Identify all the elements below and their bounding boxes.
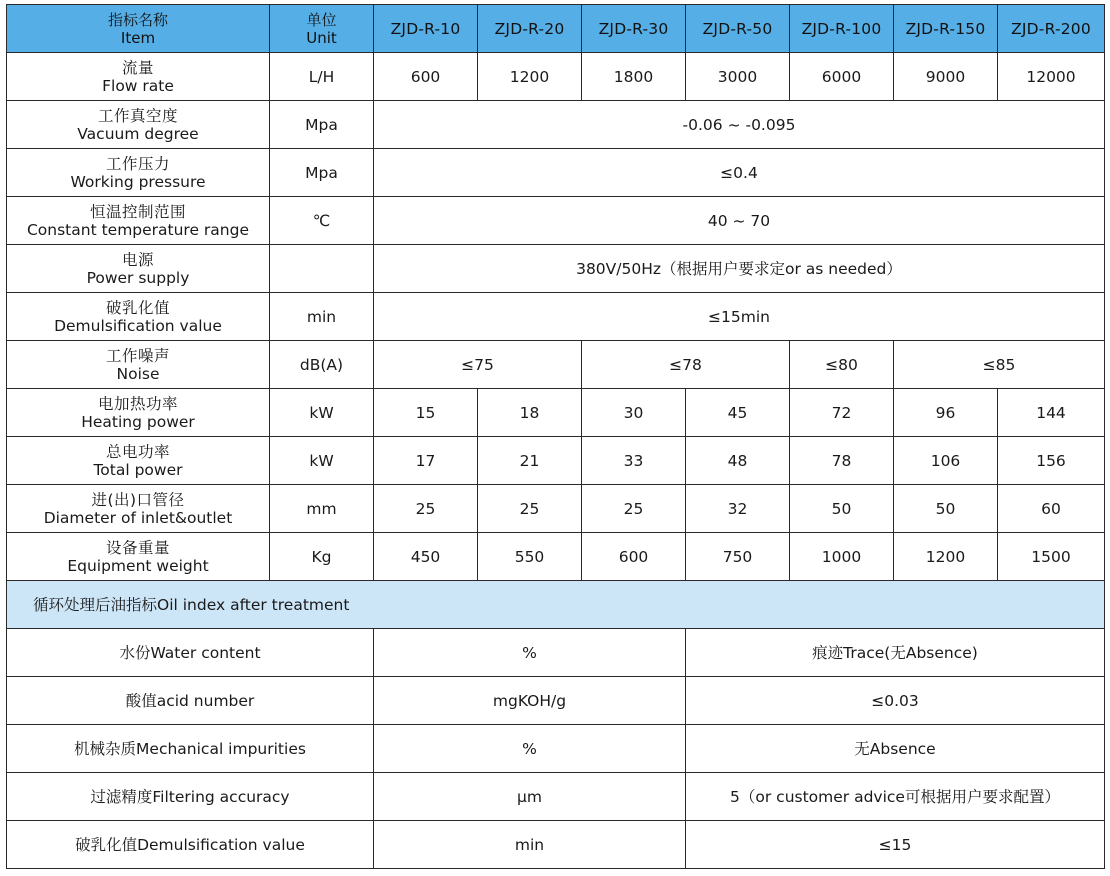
row-label-en: Diameter of inlet&outlet — [43, 508, 233, 527]
row-label — [7, 53, 270, 101]
row-working-pressure — [7, 149, 1105, 197]
oil-row-value: ≤15 — [686, 821, 1105, 869]
row-label — [7, 341, 270, 389]
cell-value-merged: ≤15min — [374, 293, 1105, 341]
row-label-zh: 工作真空度 — [97, 106, 178, 125]
cell-value: 9000 — [894, 53, 998, 101]
cell-value: 15 — [374, 389, 478, 437]
cell-value-merged: ≤75 — [374, 341, 582, 389]
cell-value-merged: ≤0.4 — [374, 149, 1105, 197]
cell-value-merged: ≤78 — [582, 341, 790, 389]
section-title: 循环处理后油指标Oil index after treatment — [7, 581, 1105, 629]
oil-row-label: 破乳化值Demulsification value — [7, 821, 374, 869]
oil-row-demulsification — [7, 821, 1105, 869]
cell-value: 25 — [374, 485, 478, 533]
row-label-en: Total power — [93, 460, 183, 479]
oil-row-value: ≤0.03 — [686, 677, 1105, 725]
oil-row-acid-number — [7, 677, 1105, 725]
header-model: ZJD-R-10 — [374, 5, 478, 53]
cell-value: 1200 — [894, 533, 998, 581]
row-label — [7, 485, 270, 533]
row-temperature-range — [7, 197, 1105, 245]
cell-value: 1500 — [998, 533, 1105, 581]
cell-value: 600 — [582, 533, 686, 581]
row-noise — [7, 341, 1105, 389]
oil-row-water-content — [7, 629, 1105, 677]
header-unit — [270, 5, 374, 53]
row-label-en: Vacuum degree — [77, 124, 199, 143]
row-label-zh: 总电功率 — [105, 442, 170, 461]
row-vacuum-degree — [7, 101, 1105, 149]
header-item-en: Item — [120, 28, 156, 47]
row-total-power — [7, 437, 1105, 485]
cell-value: 25 — [582, 485, 686, 533]
cell-value: 30 — [582, 389, 686, 437]
oil-row-filtering-accuracy — [7, 773, 1105, 821]
row-unit: dB(A) — [270, 341, 374, 389]
oil-row-unit: % — [374, 725, 686, 773]
cell-value: 1000 — [790, 533, 894, 581]
cell-value-merged: 380V/50Hz（根据用户要求定or as needed） — [374, 245, 1105, 293]
row-unit: Kg — [270, 533, 374, 581]
cell-value: 72 — [790, 389, 894, 437]
row-label-en: Flow rate — [102, 76, 174, 95]
row-equipment-weight — [7, 533, 1105, 581]
cell-value: 12000 — [998, 53, 1105, 101]
cell-value: 50 — [790, 485, 894, 533]
cell-value: 25 — [478, 485, 582, 533]
oil-row-value: 无Absence — [686, 725, 1105, 773]
cell-value-merged: -0.06 ~ -0.095 — [374, 101, 1105, 149]
row-power-supply — [7, 245, 1105, 293]
row-label-en: Power supply — [86, 268, 190, 287]
oil-row-label: 酸值acid number — [7, 677, 374, 725]
row-unit: kW — [270, 437, 374, 485]
row-demulsification — [7, 293, 1105, 341]
cell-value: 1200 — [478, 53, 582, 101]
row-unit: min — [270, 293, 374, 341]
row-label-zh: 破乳化值 — [105, 298, 170, 317]
oil-row-unit: min — [374, 821, 686, 869]
row-label-zh: 设备重量 — [105, 538, 170, 557]
cell-value: 600 — [374, 53, 478, 101]
row-label-zh: 电加热功率 — [97, 394, 178, 413]
row-label-zh: 工作噪声 — [105, 346, 170, 365]
cell-value: 156 — [998, 437, 1105, 485]
header-model: ZJD-R-30 — [582, 5, 686, 53]
row-label — [7, 533, 270, 581]
header-item — [7, 5, 270, 53]
cell-value: 3000 — [686, 53, 790, 101]
spec-table-container — [6, 4, 1104, 869]
row-label — [7, 389, 270, 437]
row-heating-power — [7, 389, 1105, 437]
row-diameter — [7, 485, 1105, 533]
spec-table — [6, 4, 1105, 869]
row-unit: mm — [270, 485, 374, 533]
header-row — [7, 5, 1105, 53]
cell-value-merged: 40 ~ 70 — [374, 197, 1105, 245]
cell-value: 96 — [894, 389, 998, 437]
header-model: ZJD-R-150 — [894, 5, 998, 53]
cell-value: 750 — [686, 533, 790, 581]
row-label-zh: 工作压力 — [105, 154, 170, 173]
cell-value: 50 — [894, 485, 998, 533]
row-label-en: Working pressure — [70, 172, 206, 191]
row-label-en: Equipment weight — [67, 556, 209, 575]
cell-value: 17 — [374, 437, 478, 485]
cell-value: 450 — [374, 533, 478, 581]
cell-value: 78 — [790, 437, 894, 485]
row-unit: Mpa — [270, 149, 374, 197]
row-unit: L/H — [270, 53, 374, 101]
cell-value-merged: ≤85 — [894, 341, 1105, 389]
row-label — [7, 293, 270, 341]
cell-value: 106 — [894, 437, 998, 485]
row-unit — [270, 245, 374, 293]
row-flow-rate — [7, 53, 1105, 101]
row-label-zh: 流量 — [121, 58, 154, 77]
row-label-zh: 恒温控制范围 — [89, 202, 186, 221]
oil-row-label: 过滤精度Filtering accuracy — [7, 773, 374, 821]
oil-row-value: 痕迹Trace(无Absence) — [686, 629, 1105, 677]
row-label-en: Noise — [116, 364, 160, 383]
row-label — [7, 245, 270, 293]
header-model: ZJD-R-50 — [686, 5, 790, 53]
cell-value: 6000 — [790, 53, 894, 101]
cell-value: 144 — [998, 389, 1105, 437]
header-item-zh: 指标名称 — [107, 10, 168, 29]
row-label-en: Demulsification value — [54, 316, 222, 335]
row-unit: kW — [270, 389, 374, 437]
cell-value: 45 — [686, 389, 790, 437]
row-label — [7, 149, 270, 197]
oil-row-label: 水份Water content — [7, 629, 374, 677]
cell-value: ≤80 — [790, 341, 894, 389]
cell-value: 18 — [478, 389, 582, 437]
oil-row-unit: μm — [374, 773, 686, 821]
cell-value: 21 — [478, 437, 582, 485]
header-model: ZJD-R-100 — [790, 5, 894, 53]
oil-row-value: 5（or customer advice可根据用户要求配置） — [686, 773, 1105, 821]
cell-value: 1800 — [582, 53, 686, 101]
cell-value: 60 — [998, 485, 1105, 533]
row-label-en: Heating power — [81, 412, 195, 431]
header-unit-en: Unit — [306, 28, 337, 47]
row-label-zh: 进(出)口管径 — [91, 490, 185, 509]
header-unit-zh: 单位 — [306, 10, 337, 29]
header-model: ZJD-R-200 — [998, 5, 1105, 53]
row-unit: Mpa — [270, 101, 374, 149]
row-label — [7, 101, 270, 149]
row-label — [7, 437, 270, 485]
cell-value: 33 — [582, 437, 686, 485]
cell-value: 48 — [686, 437, 790, 485]
oil-row-mechanical-impurities — [7, 725, 1105, 773]
row-unit: ℃ — [270, 197, 374, 245]
cell-value: 32 — [686, 485, 790, 533]
header-model: ZJD-R-20 — [478, 5, 582, 53]
cell-value: 550 — [478, 533, 582, 581]
row-label-zh: 电源 — [121, 250, 154, 269]
section-header-row — [7, 581, 1105, 629]
oil-row-unit: mgKOH/g — [374, 677, 686, 725]
oil-row-label: 机械杂质Mechanical impurities — [7, 725, 374, 773]
row-label — [7, 197, 270, 245]
row-label-en: Constant temperature range — [26, 220, 250, 239]
oil-row-unit: % — [374, 629, 686, 677]
